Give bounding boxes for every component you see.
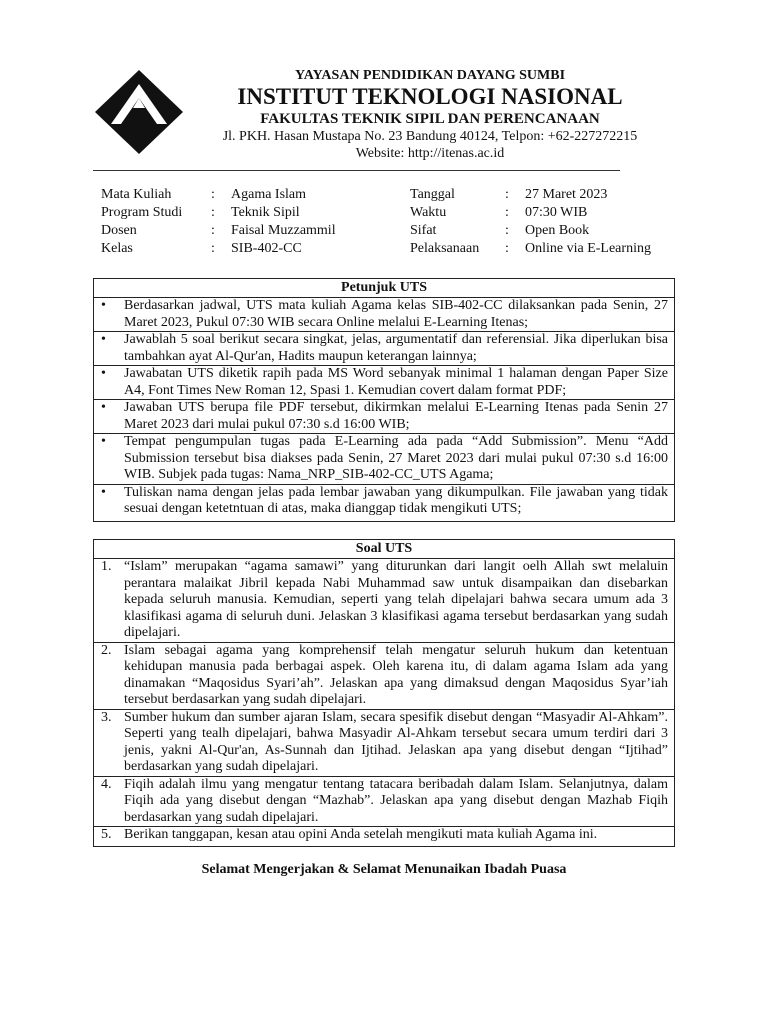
info-row-lecturer	[101, 222, 336, 240]
question-text: Sumber hukum dan sumber ajaran Islam, secara spesifik disebut dengan “Masyadir Al-Ahkam”. Seperti yang tealh dipelajari, bahwa Masyadir Al-Ahkam tersebut secara umum terdiri dari 3 jenis, yakni Al-Qur'an, As-Sunnah dan Ijtihad. Jelaskan apa yang disebut dengan “Ijtihad” berdasarkan yang sudah dipelajari.	[124, 709, 668, 774]
instruction-text: Jawaban UTS berupa file PDF tersebut, dikirmkan melalui E-Learning Itenas pada Senin 27 Maret 2023 dari mulai pukul 07:30 s.d 16:00 WIB;	[124, 400, 668, 432]
closing-message: Selamat Mengerjakan & Selamat Menunaikan Ibadah Puasa	[201, 862, 567, 877]
course-info-right	[410, 186, 651, 258]
info-row-class	[101, 240, 336, 258]
instruction-text: Tempat pengumpulan tugas pada E-Learning ada pada “Add Submission”. Menu “Add Submission tersebut bisa diakses pada Senin, 27 Maret 2023 dari mulai pukul 07:30 s.d 16:00 WIB. Subjek pada tugas: Nama_NRP_SIB-402-CC_UTS Agama;	[124, 434, 668, 482]
question-text: Islam sebagai agama yang komprehensif telah mengatur seluruh hukum dan ketentuan kehidupan manusia pada berbagai aspek. Oleh karena itu, di dalam agama Islam ada yang dinamakan “Maqosidus Syari’ah”. Jelaskan apa yang dimaksud dengan Maqosidus Syar’iah tersebut berdasarkan yang sudah dipelajari.	[124, 642, 668, 707]
info-label: Program Studi	[101, 205, 183, 220]
info-row-nature	[410, 222, 651, 240]
info-label: Waktu	[410, 205, 447, 220]
instruction-text: Jawabatan UTS diketik rapih pada MS Word sebanyak minimal 1 halaman dengan Paper Size A4, Font Times New Roman 12, Spasi 1. Kemudian covert dalam format PDF;	[124, 366, 668, 398]
info-colon: :	[505, 241, 509, 256]
question-item	[94, 777, 674, 828]
list-item	[94, 332, 674, 366]
info-row-course	[101, 186, 336, 204]
question-number: 2.	[101, 642, 112, 658]
list-item	[94, 434, 674, 485]
bullet-icon: •	[101, 484, 106, 500]
info-colon: :	[211, 187, 215, 202]
info-colon: :	[211, 241, 215, 256]
questions-box	[93, 539, 675, 847]
question-number: 1.	[101, 559, 112, 574]
instruction-text: Tuliskan nama dengan jelas pada lembar jawaban yang dikumpulkan. File jawaban yang tidak sesuai dengan ketetntuan di atas, maka dianggap tidak mengikuti UTS;	[124, 484, 668, 516]
info-value: Agama Islam	[231, 187, 307, 202]
info-colon: :	[505, 223, 509, 238]
info-label: Kelas	[101, 241, 133, 256]
info-value: Teknik Sipil	[231, 205, 300, 220]
list-item	[94, 298, 674, 332]
address: Jl. PKH. Hasan Mustapa No. 23 Bandung 40124, Telpon: +62-227272215	[222, 129, 638, 144]
list-item	[94, 485, 674, 518]
instructions-list	[94, 298, 674, 518]
list-item	[94, 366, 674, 400]
instructions-box	[93, 278, 675, 522]
info-label: Mata Kuliah	[101, 187, 172, 202]
institute-name: INSTITUT TEKNOLOGI NASIONAL	[237, 84, 623, 109]
letterhead	[200, 68, 660, 162]
header-divider	[93, 170, 620, 171]
question-text: Berikan tanggapan, kesan atau opini Anda setelah mengikuti mata kuliah Agama ini.	[124, 827, 598, 842]
foundation-name: YAYASAN PENDIDIKAN DAYANG SUMBI	[294, 68, 566, 83]
bullet-icon: •	[101, 366, 106, 381]
info-colon: :	[505, 205, 509, 220]
info-label: Pelaksanaan	[410, 241, 480, 256]
info-row-delivery	[410, 240, 651, 258]
website: Website: http://itenas.ac.id	[355, 146, 505, 161]
bullet-icon: •	[101, 400, 106, 415]
question-item	[94, 559, 674, 643]
question-text: “Islam” merupakan “agama samawi” yang diturunkan dari langit oelh Allah swt melaluin perantara malaikat Jibril kepada Nabi Muhammad saw untuk disampaikan dan disebarkan kepada seluruh manusia. Kemudian, seperti yang telah dipelajari bahwa secara umum ada 3 klasifikasi agama di seluruh duni. Jelaskan 3 klasifikasi agama tersebut berdasarkan yang sudah dipelajari.	[124, 559, 668, 640]
question-number: 3.	[101, 709, 112, 725]
info-colon: :	[211, 223, 215, 238]
info-label: Dosen	[101, 223, 137, 238]
course-info-left	[101, 186, 336, 258]
info-row-time	[410, 204, 651, 222]
info-value: Faisal Muzzammil	[231, 223, 336, 238]
question-number: 5.	[101, 827, 112, 842]
questions-list	[94, 559, 674, 844]
instructions-title: Petunjuk UTS	[94, 279, 674, 298]
info-label: Sifat	[410, 223, 437, 238]
info-value: Open Book	[525, 223, 590, 238]
info-colon: :	[211, 205, 215, 220]
itenas-logo-icon	[93, 68, 185, 156]
question-item	[94, 643, 674, 710]
question-number: 4.	[101, 776, 112, 792]
list-item	[94, 400, 674, 434]
question-item	[94, 710, 674, 777]
question-item	[94, 827, 674, 844]
info-colon: :	[505, 187, 509, 202]
instruction-text: Jawablah 5 soal berikut secara singkat, jelas, argumentatif dan referensial. Jika diperlukan bisa tambahkan ayat Al-Qur'an, Hadits maupun keterangan lainnya;	[124, 332, 668, 364]
bullet-icon: •	[101, 332, 106, 347]
info-row-program	[101, 204, 336, 222]
faculty-name: FAKULTAS TEKNIK SIPIL DAN PERENCANAAN	[260, 111, 600, 127]
info-label: Tanggal	[410, 187, 455, 202]
bullet-icon: •	[101, 298, 106, 313]
info-value: Online via E-Learning	[525, 241, 651, 256]
question-text: Fiqih adalah ilmu yang mengatur tentang tatacara beribadah dalam Islam. Selanjutnya, dalam Fiqih ada yang disebut dengan “Mazhab”. Jelaskan apa yang disebut dengan Mazhab Fiqih berdasarkan yang sudah dipelajari.	[124, 776, 668, 825]
questions-title: Soal UTS	[94, 540, 674, 559]
info-value: 07:30 WIB	[525, 205, 588, 220]
info-value: 27 Maret 2023	[525, 187, 608, 202]
instruction-text: Berdasarkan jadwal, UTS mata kuliah Agama kelas SIB-402-CC dilaksankan pada Senin, 27 Maret 2023, Pukul 07:30 WIB secara Online melalui E-Learning Itenas;	[124, 298, 668, 330]
info-row-date	[410, 186, 651, 204]
info-value: SIB-402-CC	[231, 241, 302, 256]
bullet-icon: •	[101, 434, 106, 449]
